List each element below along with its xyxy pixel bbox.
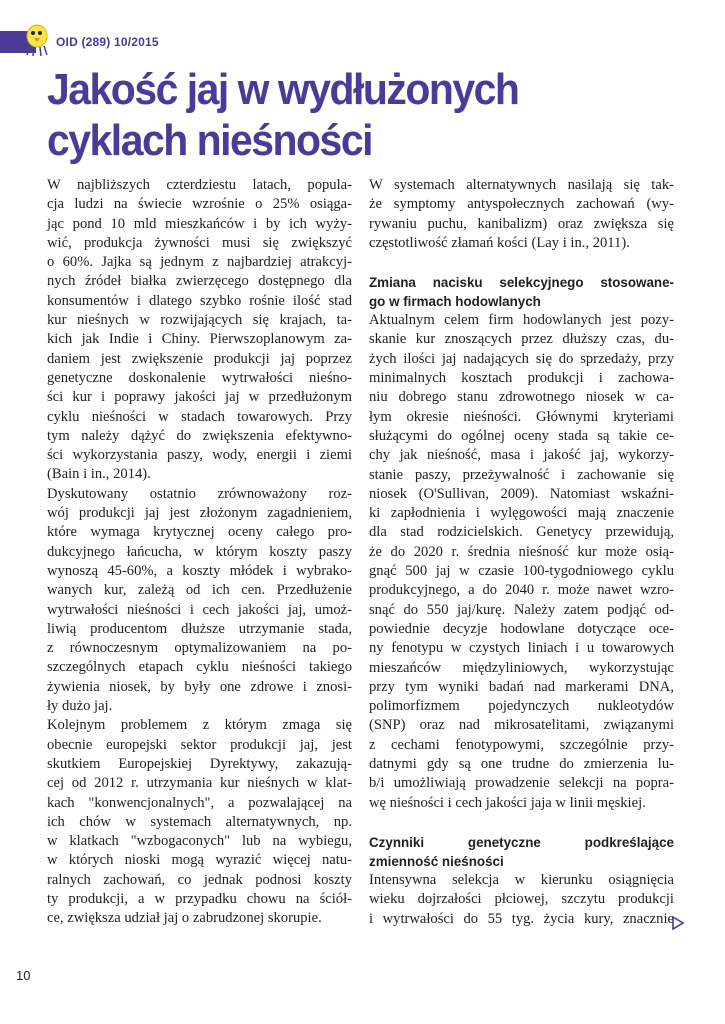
text-line: gnąć 500 jaj w czasie 100-tygodniowego cyklu — [369, 563, 674, 580]
text-line: ralnych zachowań, co jednak podnosi koszty — [47, 871, 352, 888]
text-line: (SNP) oraz nad mikrosatelitami, związanymi — [369, 717, 674, 734]
left-column — [47, 176, 352, 929]
text-line: W najbliższych czterdziestu latach, popula- — [47, 177, 352, 193]
text-line: (Bain i in., 2014). — [47, 466, 151, 483]
title-line: cyklach nieśności — [47, 116, 372, 165]
text-line: ły dużo jaj. — [47, 698, 113, 715]
text-line: tym należy dążyć do zwiększenia efektywno- — [47, 427, 352, 444]
text-line: żywienia niosek, by były one zdrowe i znosi- — [47, 678, 352, 695]
text-line: polimorfizmem pojedynczych nukleotydów — [369, 698, 674, 715]
text-line: kur nieśnych w rozwijających się krajach, ta- — [47, 312, 352, 329]
text-line: cja ludzi na świecie wzrośnie o 25% osiąga- — [47, 196, 352, 213]
section-heading-genetic-factors — [369, 833, 674, 871]
text-line: kach "konwencjonalnych", a pozwalającej na — [47, 794, 352, 811]
text-line: zmienność nieśności — [369, 853, 504, 869]
text-line: że symptomy antyspołecznych zachowań (wy- — [369, 196, 674, 213]
text-line: wanych kur, zależą od ich cen. Przedłużenie — [47, 582, 352, 599]
text-line: rywaniu puchu, kanibalizm) oraz zwiększa się — [369, 215, 674, 232]
text-line: ny fenotypu w czystych liniach i u towarowych — [369, 640, 674, 657]
title-line: Jakość jaj w wydłużonych — [47, 65, 519, 114]
text-line: ki zapłodnienia i wylęgowości mają znaczenie — [369, 505, 674, 522]
text-line: Aktualnym celem firm hodowlanych jest pozy- — [369, 312, 674, 329]
text-line: Kolejnym problemem z którym zmaga się — [47, 717, 352, 734]
text-line: powiednie decyzje hodowlane dotyczące oce- — [369, 620, 674, 637]
text-line: i wytrwałości do 55 tyg. życia kury, znacznie — [369, 910, 674, 927]
section-body-selection — [369, 311, 674, 813]
text-line: stanie paszy, przeżywalność i zachowanie się — [369, 466, 674, 483]
text-line: dla stad rodzicielskich. Genetycy przewidują, — [369, 524, 674, 541]
text-line: mieszańców międzyliniowych, wykorzystując — [369, 659, 674, 676]
text-line: jąc pond 10 mld mieszkańców i by ich wyży- — [47, 215, 352, 232]
text-line: o 60%. Jajka są jednym z najbardziej atrakcyj- — [47, 254, 352, 271]
text-line: cej od 2012 r. utrzymania kur nieśnych w klat- — [47, 775, 352, 792]
text-line: że do 2020 r. średnia nieśność kur może osią- — [369, 543, 674, 560]
text-line: w klatkach "wzbogaconych" lub na wybiegu, — [47, 833, 352, 850]
text-line: datnymi gdy są one trudne do zmierzenia lu- — [369, 756, 674, 773]
text-line: Zmiana nacisku selekcyjnego stosowane- — [369, 275, 674, 291]
text-line: liwią producentom dłuższe utrzymanie stada, — [47, 620, 352, 637]
text-line: ści kur i poprawy jakości jaj w przedłużonym — [47, 389, 352, 406]
text-line: genetyczne doskonalenie wytrwałości nieśno- — [47, 369, 352, 386]
text-line: produkcyjnego, a do 2040 r. może nawet wzro- — [369, 582, 674, 599]
text-line: niosek (O'Sullivan, 2009). Natomiast wskaźni- — [369, 485, 674, 502]
text-line: obecnie europejski sektor produkcji jaj, jest — [47, 736, 352, 753]
chick-logo-icon — [22, 22, 52, 58]
text-line: b/i umożliwiają prowadzenie selekcji na popra- — [369, 775, 674, 792]
section-heading-selection — [369, 273, 674, 311]
section-body-genetic-factors — [369, 871, 674, 929]
text-line: skutkiem Europejskiej Dyrektywy, zakazują- — [47, 755, 352, 772]
text-line: chy jak nieśność, masa i jakość jaj, wykorzy- — [369, 447, 674, 464]
text-line: częstotliwość złamań kości (Lay i in., 2011). — [369, 234, 630, 251]
right-column — [369, 176, 674, 929]
text-line: z równoczesnym optymalizowaniem na po- — [47, 640, 352, 657]
text-line: dukcyjnego łańcucha, w którym koszty paszy — [47, 543, 352, 560]
text-line: łym okresie nieśności. Głównymi kryteriami — [369, 408, 674, 425]
text-line: ści wykorzystania paszy, wody, energii i ziemi — [47, 447, 352, 464]
text-line: daniem jest zwiększenie produkcji jaj poprzez — [47, 350, 352, 367]
right-intro-paragraph — [369, 176, 674, 253]
text-line: snąć do 550 jaj/kurę. Należy zatem podjąć od- — [369, 601, 674, 618]
text-line: Dyskutowany ostatnio zrównoważony roz- — [47, 485, 352, 502]
text-line: z cechami fenotypowymi, szczególnie przy- — [369, 736, 674, 753]
text-line: szczególnych etapach cyklu nieśności takiego — [47, 659, 352, 676]
text-line: wieku dojrzałości płciowej, szczytu produkcji — [369, 891, 674, 908]
text-line: ich chów w systemach alternatywnych, np. — [47, 813, 352, 830]
text-line: cyklu nieśności w stadach towarowych. Przy — [47, 408, 352, 425]
text-line: konsumentów i dlatego szybko rośnie ilość stad — [47, 292, 352, 309]
text-line: służącymi do ogólnej oceny stada są takie ce- — [369, 427, 674, 444]
text-line: ty produkcji, a w przypadku chowu na ściół- — [47, 890, 352, 907]
text-line: żych ilości jaj nadających się do sprzedaży, przy — [369, 350, 674, 367]
text-line: które wymaga krytycznej oceny całego pro- — [47, 524, 352, 541]
text-line: minimalnych kosztach produkcji i zachowa- — [369, 370, 674, 387]
page-number: 10 — [16, 968, 31, 983]
text-line: ce, zwiększa udział jaj o zabrudzonej skorupie. — [47, 910, 322, 927]
text-line: wytrwałości nieśności i cech jakości jaj, umoż- — [47, 601, 352, 618]
text-line: W systemach alternatywnych nasilają się tak- — [369, 177, 674, 193]
text-line: wynoszą 45-60%, a koszty młódek i wybrako- — [47, 562, 352, 579]
text-line: wój produkcji jaj jest złożonym zagadnieniem, — [47, 505, 352, 522]
text-line: wić, produkcja żywności musi się zwiększyć — [47, 234, 352, 251]
article-title — [47, 64, 518, 166]
journal-issue: OID (289) 10/2015 — [56, 35, 159, 49]
text-line: Intensywna selekcja w kierunku osiągnięcia — [369, 871, 674, 888]
text-line: nych źródeł białka zwierzęcego dostępnego dla — [47, 273, 352, 290]
text-line: wę nieśności i cech jakości jaja w linii męskiej. — [369, 794, 646, 811]
text-line: przy tym wyniki badań nad markerami DNA, — [369, 678, 674, 695]
continue-arrow-icon — [671, 916, 685, 930]
text-line: go w firmach hodowlanych — [369, 294, 541, 310]
text-line: w których nioski mogą wyrazić więcej natu- — [47, 852, 352, 869]
text-line: niu dobrego stanu zdrowotnego niosek w ca- — [369, 389, 674, 406]
text-line: Czynniki genetyczne podkreślające — [369, 834, 674, 850]
text-line: kich jak Indie i Chiny. Pierwszoplanowym za- — [47, 331, 352, 348]
text-line: skanie kur znoszących przez dłuższy czas, du- — [369, 331, 674, 348]
